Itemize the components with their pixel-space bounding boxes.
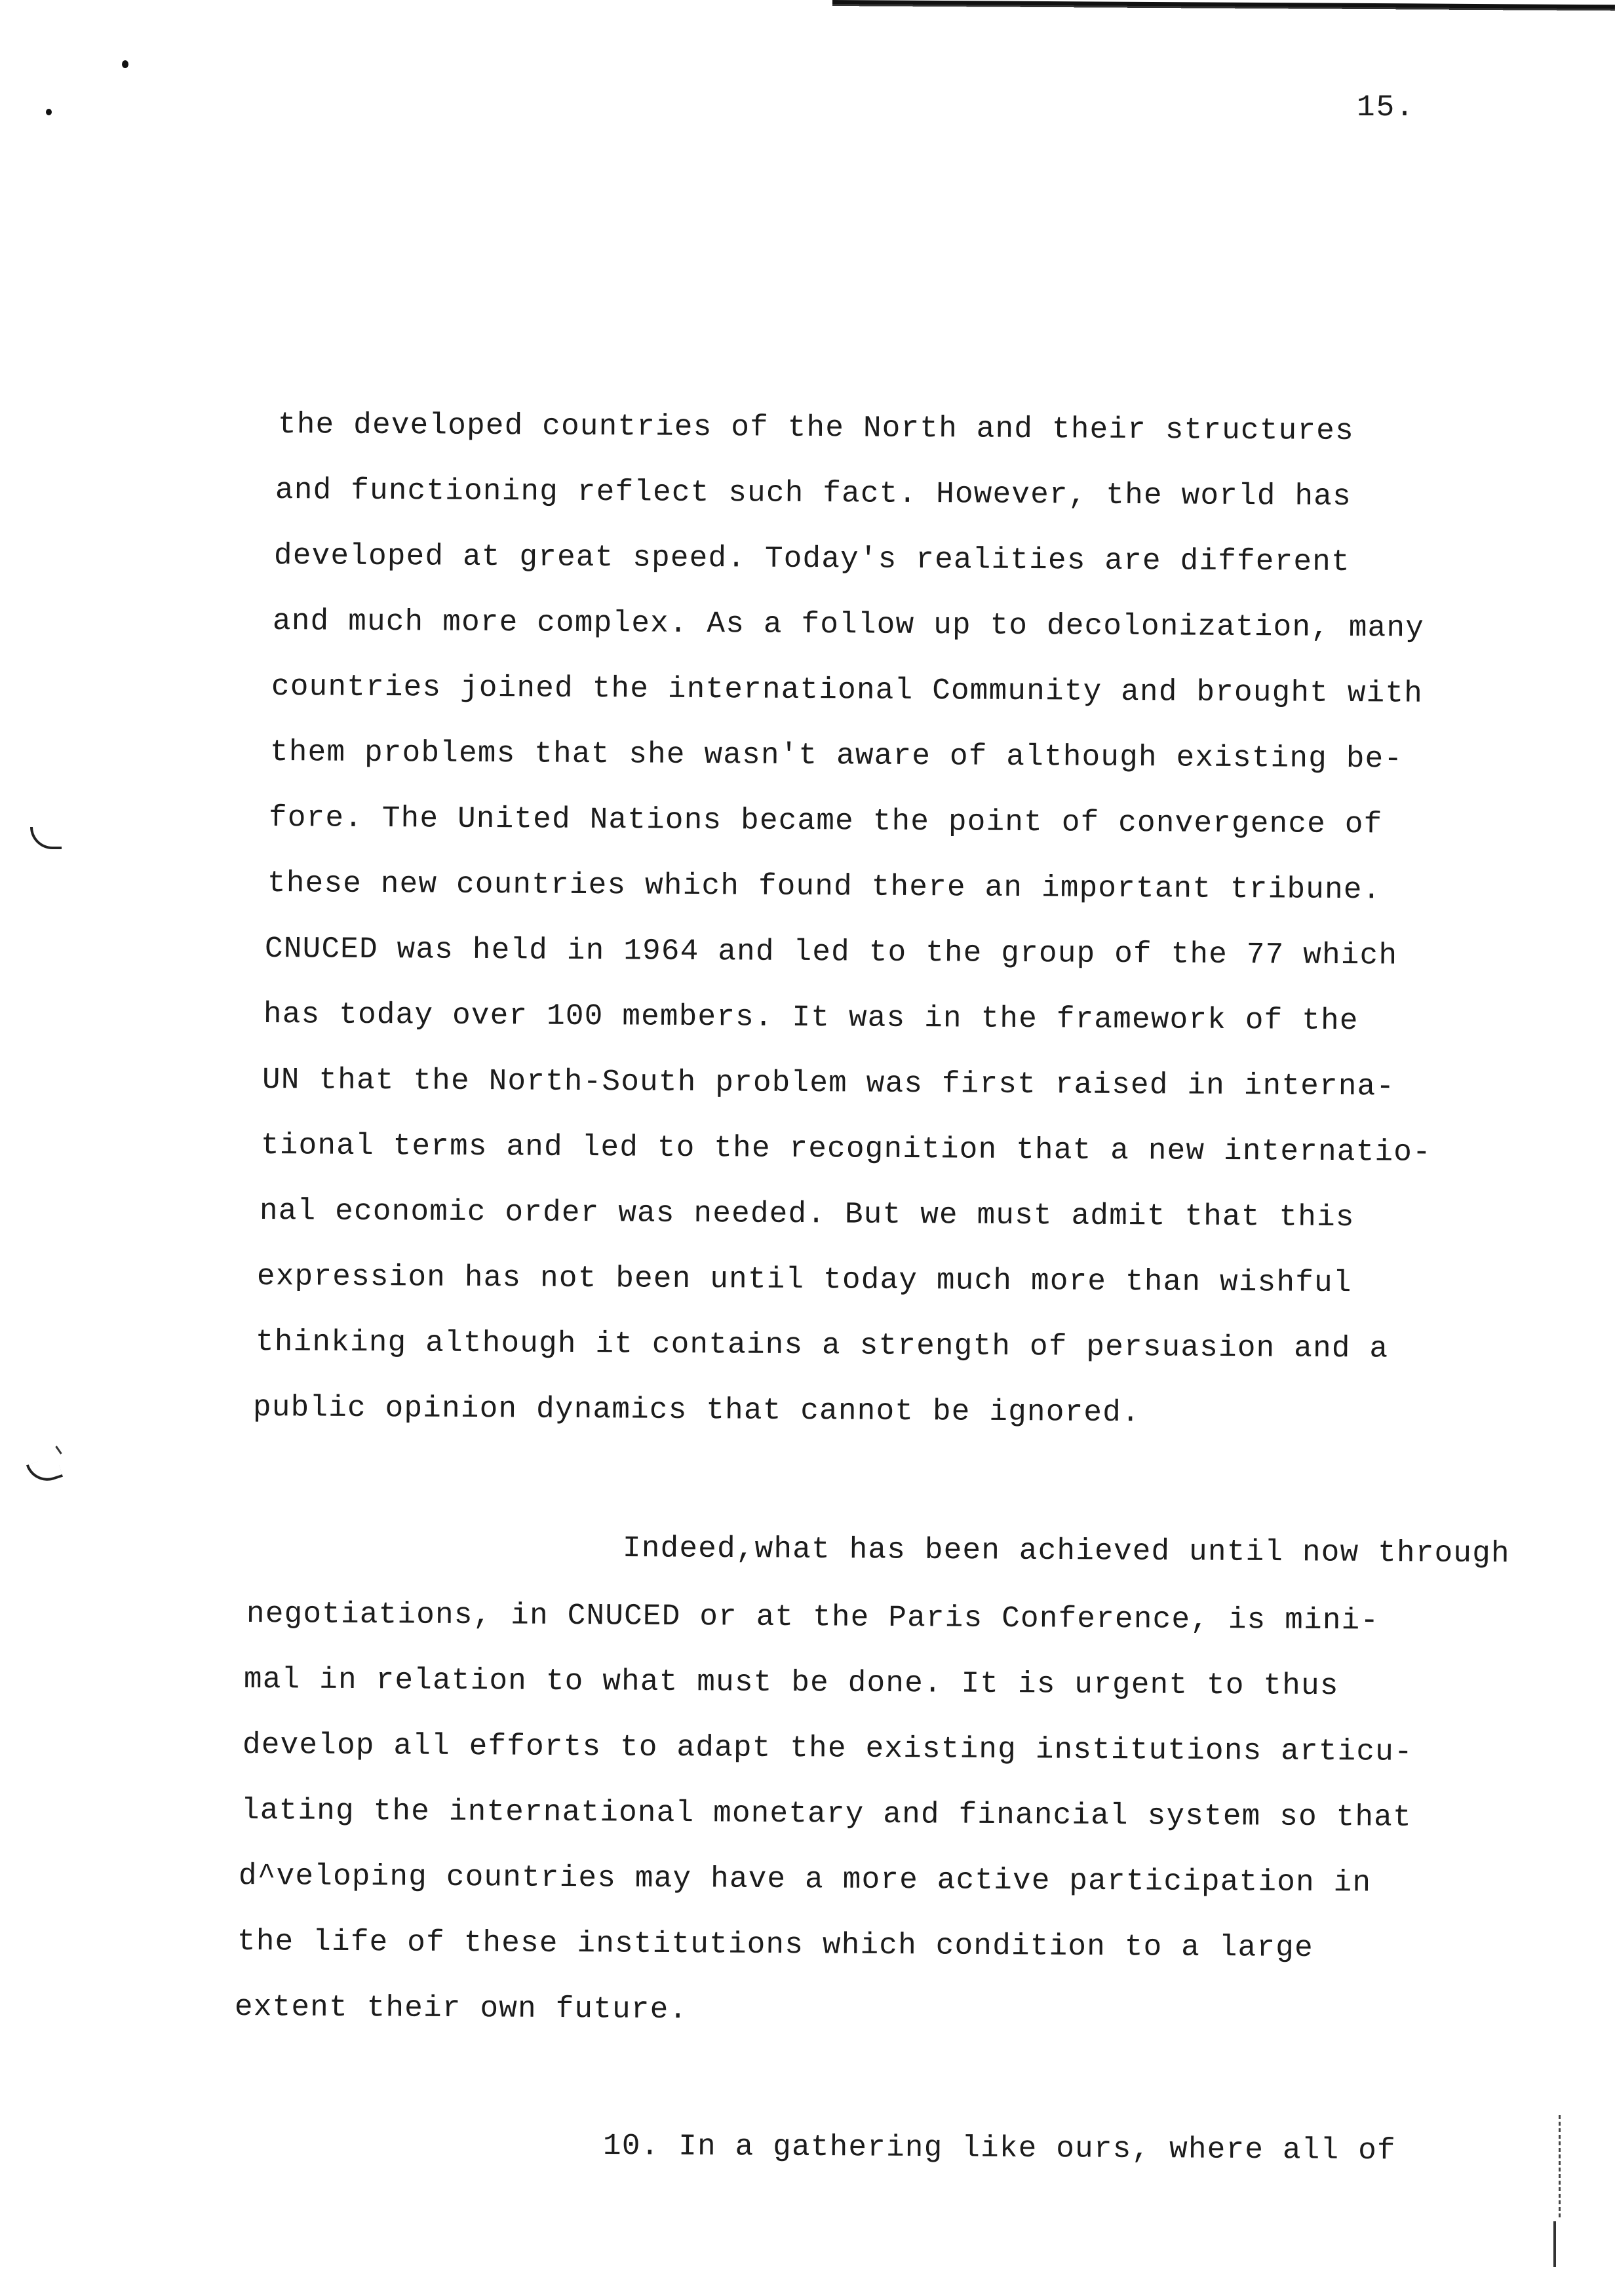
text-line: expression has not been until today much more than wishful	[256, 1259, 1352, 1301]
text-line: them problems that she wasn't aware of although existing be-	[269, 735, 1403, 776]
right-edge-mark	[1553, 2221, 1556, 2267]
text-line: public opinion dynamics that cannot be ignored.	[252, 1390, 1140, 1430]
text-line: develop all efforts to adapt the existing institutions articu-	[242, 1728, 1414, 1769]
text-line: has today over 100 members. It was in the framework of the	[263, 997, 1359, 1039]
page-number: 15.	[1357, 90, 1415, 124]
text-line: d^veloping countries may have a more active participation in	[238, 1859, 1372, 1900]
text-line: tional terms and led to the recognition that a new internatio-	[260, 1128, 1432, 1170]
text-line: the life of these institutions which condition to a large	[237, 1924, 1313, 1966]
scan-speck	[46, 109, 52, 115]
text-line: these new countries which found there an important tribune.	[267, 866, 1382, 908]
text-line: Indeed,what has been achieved until now through	[622, 1531, 1510, 1571]
text-line: thinking although it contains a strength of persuasion and a	[255, 1325, 1389, 1366]
text-line: mal in relation to what must be done. It is urgent to thus	[243, 1662, 1339, 1704]
text-line: 10. In a gathering like ours, where all of	[602, 2129, 1396, 2168]
binder-hole-mark	[30, 827, 62, 849]
text-line: and much more complex. As a follow up to decolonization, many	[272, 604, 1425, 645]
binder-hole-mark	[26, 1455, 63, 1486]
text-line: developed at great speed. Today's realities are different	[273, 539, 1350, 580]
text-line: and functioning reflect such fact. However, the world has	[275, 473, 1352, 514]
text-line: the developed countries of the North and their structures	[277, 408, 1354, 449]
text-line: countries joined the international Community and brought with	[271, 670, 1424, 711]
text-line: nal economic order was needed. But we must admit that this	[259, 1194, 1355, 1235]
text-line: CNUCED was held in 1964 and led to the group of the 77 which	[264, 932, 1398, 973]
text-line: UN that the North-South problem was first raised in interna-	[262, 1063, 1395, 1104]
text-line: fore. The United Nations became the point of convergence of	[268, 801, 1383, 842]
top-edge-rule	[832, 0, 1615, 14]
right-edge-mark	[1559, 2115, 1561, 2220]
text-line: lating the international monetary and financial system so that	[241, 1793, 1412, 1835]
scan-speck	[122, 60, 128, 68]
text-line: negotiations, in CNUCED or at the Paris Conference, is mini-	[246, 1597, 1380, 1638]
scan-mark	[55, 1445, 62, 1454]
text-line: extent their own future.	[234, 1990, 688, 2027]
